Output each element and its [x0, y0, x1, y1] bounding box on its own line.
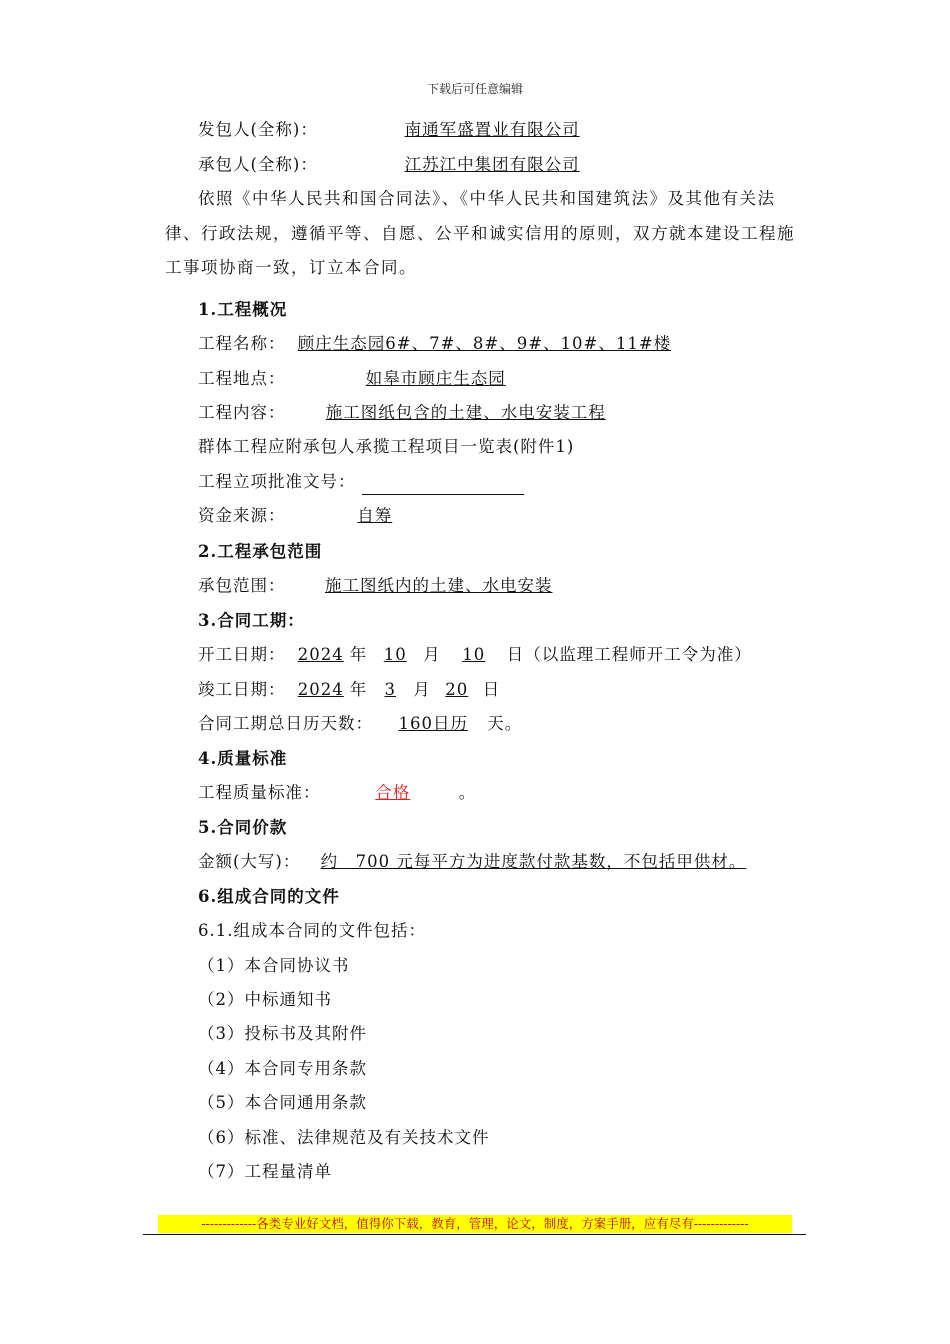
quality-value: 合格: [375, 783, 411, 802]
contractor-label: 承包人(全称)：: [198, 155, 318, 174]
amount-value: 约 700 元每平方为进度款付款基数，不包括甲供材。: [320, 852, 747, 871]
approval-number-label: 工程立项批准文号：: [198, 472, 356, 491]
quality-label: 工程质量标准：: [198, 783, 321, 802]
month-word: 月: [413, 680, 431, 699]
start-day: 10: [462, 645, 486, 664]
amount-label: 金额(大写)：: [198, 852, 301, 871]
project-location-value: 如皋市顾庄生态园: [365, 369, 506, 388]
project-name-line: [198, 331, 677, 357]
project-location-label: 工程地点：: [198, 369, 286, 388]
list-item: （2）中标通知书: [198, 990, 332, 1009]
total-days-unit: 天。: [487, 714, 523, 733]
section-4-title: 4.质量标准: [198, 749, 288, 768]
list-item: （7）工程量清单: [198, 1162, 332, 1181]
end-date-label: 竣工日期：: [198, 680, 286, 699]
page-header: 下载后可任意编辑: [426, 82, 523, 96]
intro-text: 依照《中华人民共和国合同法》、《中华人民共和国建筑法》及其他有关法律、行政法规，遵循平等、自愿、公平和诚实信用的原则，双方就本建设工程施工事项协商一致，订立本合同。: [165, 189, 795, 277]
section-6-title: 6.组成合同的文件: [198, 887, 340, 906]
total-days-line: [198, 711, 522, 737]
project-name-value: 顾庄生态园6#、7#、8#、9#、10#、11#楼: [297, 334, 672, 353]
section-5-title: 5.合同价款: [198, 818, 288, 837]
section-1-title: 1.工程概况: [198, 300, 288, 319]
section-6-intro: 6.1.组成本合同的文件包括：: [198, 921, 426, 940]
month-word: 月: [423, 645, 441, 664]
employer-label: 发包人(全称)：: [198, 120, 318, 139]
end-date-line: [198, 677, 500, 703]
list-item: （4）本合同专用条款: [198, 1059, 367, 1078]
start-date-note: （以监理工程师开工令为准）: [524, 645, 752, 664]
project-name-label: 工程名称：: [198, 334, 286, 353]
project-location-line: [198, 366, 580, 392]
start-date-line: [198, 642, 752, 668]
employer-line: [198, 117, 660, 143]
project-content-line: [198, 400, 640, 426]
end-day: 20: [445, 680, 469, 699]
approval-number-line: [198, 469, 524, 495]
fund-source-label: 资金来源：: [198, 506, 286, 525]
start-year: 2024: [297, 645, 344, 664]
scope-value: 施工图纸内的土建、水电安装: [325, 576, 553, 595]
project-content-value: 施工图纸包含的土建、水电安装工程: [325, 403, 606, 422]
list-item: （3）投标书及其附件: [198, 1024, 367, 1043]
end-year: 2024: [297, 680, 344, 699]
scope-line: [198, 573, 586, 599]
quality-line: [198, 780, 476, 806]
group-project-note: 群体工程应附承包人承揽工程项目一览表(附件1): [198, 437, 575, 456]
section-3-title: 3.合同工期：: [198, 611, 305, 630]
fund-source-value: 自筹: [357, 506, 393, 525]
day-word: 日: [482, 680, 501, 699]
day-word: 日: [506, 645, 525, 664]
fund-source-line: [198, 503, 458, 529]
total-days-label: 合同工期总日历天数：: [198, 714, 373, 733]
footer-divider: [143, 1234, 806, 1235]
quality-end: 。: [458, 783, 477, 802]
intro-paragraph: [165, 182, 805, 286]
contractor-value: 江苏江中集团有限公司: [404, 155, 580, 174]
year-word: 年: [349, 645, 368, 664]
section-2-title: 2.工程承包范围: [198, 542, 323, 561]
scope-label: 承包范围：: [198, 576, 286, 595]
start-date-label: 开工日期：: [198, 645, 286, 664]
start-month: 10: [383, 645, 407, 664]
list-item: （1）本合同协议书: [198, 956, 350, 975]
contractor-line: [198, 152, 660, 178]
employer-value: 南通军盛置业有限公司: [404, 120, 580, 139]
total-days-value: 160日历: [398, 714, 468, 733]
end-month: 3: [384, 680, 396, 699]
list-item: （5）本合同通用条款: [198, 1093, 367, 1112]
amount-line: [198, 849, 752, 875]
project-content-label: 工程内容：: [198, 403, 286, 422]
footer-banner: -------------各类专业好文档，值得你下载，教育，管理，论文，制度，方案手册，应有尽有-------------: [158, 1215, 792, 1233]
approval-number-blank: [362, 474, 524, 495]
year-word: 年: [349, 680, 368, 699]
list-item: （6）标准、法律规范及有关技术文件: [198, 1128, 490, 1147]
